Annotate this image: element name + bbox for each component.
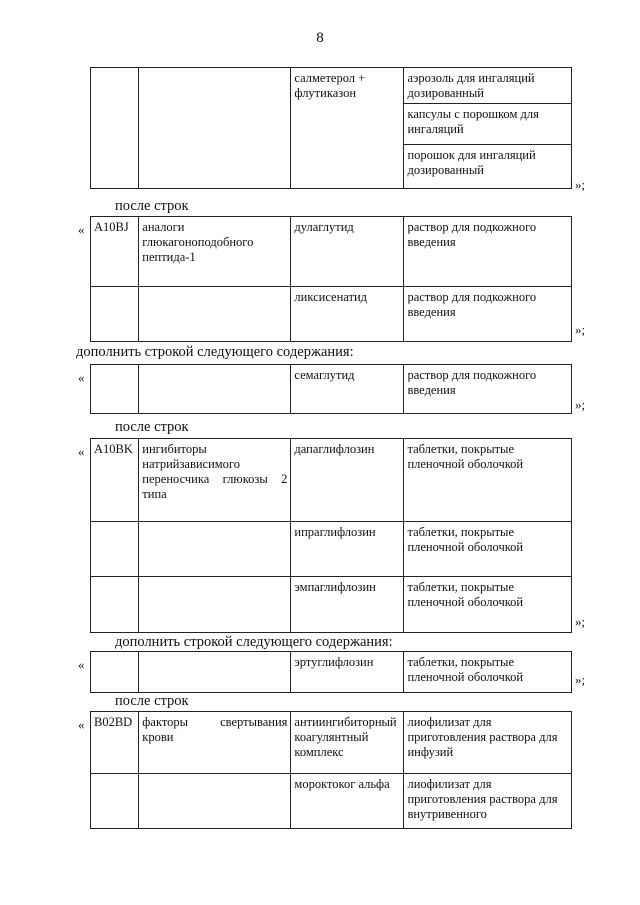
table-row bbox=[91, 68, 572, 104]
atc-code-cell bbox=[91, 522, 139, 577]
instruction-after-rows: после строк bbox=[115, 419, 189, 435]
dosage-form-cell: раствор для подкожного введения bbox=[404, 287, 572, 342]
group-cell bbox=[139, 522, 291, 577]
atc-code-cell bbox=[91, 774, 139, 829]
drug-name-cell: дапаглифлозин bbox=[291, 439, 404, 522]
dosage-form-cell: таблетки, покрытые пленочной оболочкой bbox=[404, 577, 572, 633]
closing-quote: »; bbox=[575, 177, 586, 192]
table-row bbox=[91, 365, 572, 414]
group-cell: ингибиторы натрийзависимого переносчика глюкозы 2 типа bbox=[139, 439, 291, 522]
closing-quote: »; bbox=[575, 672, 586, 687]
dosage-form-cell: лиофилизат для приготовления раствора для инфузий bbox=[404, 712, 572, 774]
drug-name-cell: эмпаглифлозин bbox=[291, 577, 404, 633]
opening-quote: « bbox=[78, 370, 85, 385]
drug-name-cell: семаглутид bbox=[291, 365, 404, 414]
table-row bbox=[91, 774, 572, 829]
drug-table-block-6 bbox=[90, 711, 572, 829]
closing-quote: »; bbox=[575, 614, 586, 629]
atc-code-cell bbox=[91, 652, 139, 693]
opening-quote: « bbox=[78, 717, 85, 732]
group-cell bbox=[139, 774, 291, 829]
instruction-after-rows: после строк bbox=[115, 198, 189, 214]
group-cell: аналоги глюкагоноподобного пептида-1 bbox=[139, 217, 291, 287]
dosage-form-cell: раствор для подкожного введения bbox=[404, 365, 572, 414]
drug-table-block-1 bbox=[90, 67, 572, 189]
dosage-form-cell: капсулы с порошком для ингаляций bbox=[404, 104, 572, 145]
dosage-form-cell: таблетки, покрытые пленочной оболочкой bbox=[404, 522, 572, 577]
drug-name-cell: ипраглифлозин bbox=[291, 522, 404, 577]
table-row bbox=[91, 217, 572, 287]
group-cell: факторы свертывания крови bbox=[139, 712, 291, 774]
group-cell bbox=[139, 577, 291, 633]
atc-code-cell: B02BD bbox=[91, 712, 139, 774]
table-row bbox=[91, 577, 572, 633]
dosage-form-cell: лиофилизат для приготовления раствора для внутривенного bbox=[404, 774, 572, 829]
drug-name-cell: эртуглифлозин bbox=[291, 652, 404, 693]
atc-code-cell: A10BJ bbox=[91, 217, 139, 287]
atc-code-cell: A10BK bbox=[91, 439, 139, 522]
page-number: 8 bbox=[316, 30, 324, 46]
opening-quote: « bbox=[78, 657, 85, 672]
group-cell bbox=[139, 68, 291, 189]
drug-table-block-5 bbox=[90, 651, 572, 693]
drug-name-cell: дулаглутид bbox=[291, 217, 404, 287]
group-cell bbox=[139, 652, 291, 693]
atc-code-cell bbox=[91, 577, 139, 633]
drug-table-block-4 bbox=[90, 438, 572, 633]
table-row bbox=[91, 439, 572, 522]
drug-name-cell: салметерол + флутиказон bbox=[291, 68, 404, 189]
drug-table-block-3 bbox=[90, 364, 572, 414]
group-cell bbox=[139, 365, 291, 414]
dosage-form-cell: аэрозоль для ингаляций дозированный bbox=[404, 68, 572, 104]
dosage-form-cell: порошок для ингаляций дозированный bbox=[404, 145, 572, 189]
closing-quote: »; bbox=[575, 397, 586, 412]
atc-code-cell bbox=[91, 365, 139, 414]
drug-name-cell: мороктоког альфа bbox=[291, 774, 404, 829]
dosage-form-cell: таблетки, покрытые пленочной оболочкой bbox=[404, 439, 572, 522]
drug-name-cell: антиингибиторный коагулянтный комплекс bbox=[291, 712, 404, 774]
drug-name-cell: ликсисенатид bbox=[291, 287, 404, 342]
opening-quote: « bbox=[78, 222, 85, 237]
group-cell bbox=[139, 287, 291, 342]
dosage-form-cell: таблетки, покрытые пленочной оболочкой bbox=[404, 652, 572, 693]
table-row bbox=[91, 712, 572, 774]
opening-quote: « bbox=[78, 444, 85, 459]
drug-table-block-2 bbox=[90, 216, 572, 342]
atc-code-cell bbox=[91, 68, 139, 189]
table-row bbox=[91, 287, 572, 342]
atc-code-cell bbox=[91, 287, 139, 342]
closing-quote: »; bbox=[575, 322, 586, 337]
instruction-add-row: дополнить строкой следующего содержания: bbox=[115, 634, 393, 650]
dosage-form-cell: раствор для подкожного введения bbox=[404, 217, 572, 287]
instruction-after-rows: после строк bbox=[115, 693, 189, 709]
table-row bbox=[91, 652, 572, 693]
table-row bbox=[91, 522, 572, 577]
instruction-add-row: дополнить строкой следующего содержания: bbox=[76, 344, 354, 360]
